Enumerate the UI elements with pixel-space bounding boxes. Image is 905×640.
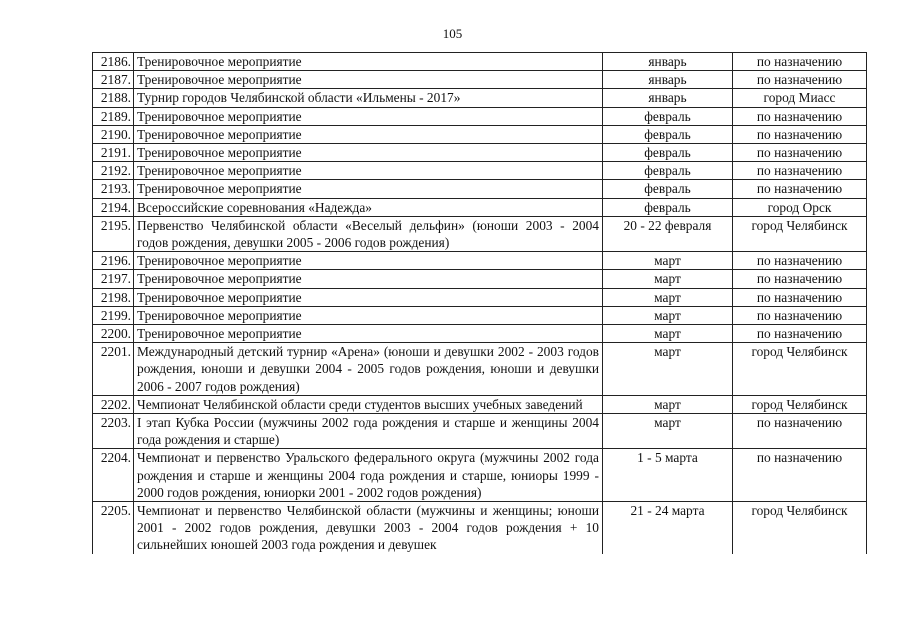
event-name: I этап Кубка России (мужчины 2002 года рождения и старше и женщины 2004 года рождения и старше): [134, 414, 603, 449]
row-number: 2191.: [93, 144, 134, 162]
row-number: 2194.: [93, 198, 134, 216]
row-number: 2205.: [93, 502, 134, 554]
event-place: по назначению: [733, 180, 867, 198]
row-number: 2189.: [93, 107, 134, 125]
event-name: Турнир городов Челябинской области «Ильмены - 2017»: [134, 89, 603, 107]
event-date: февраль: [603, 180, 733, 198]
table-row: [93, 325, 867, 343]
page-number: 105: [442, 26, 463, 41]
row-number: 2187.: [93, 71, 134, 89]
table-row: [93, 162, 867, 180]
event-name: Чемпионат и первенство Уральского федерального округа (мужчины 2002 года рождения и старше и женщины 2004 года рождения и старше, юниоры 1999 - 2000 годов рождения, юниорки 2001 - 2002 годов рождения): [134, 449, 603, 502]
event-place: по назначению: [733, 53, 867, 71]
event-date: март: [603, 325, 733, 343]
event-name: Чемпионат Челябинской области среди студентов высших учебных заведений: [134, 395, 603, 413]
event-name: Тренировочное мероприятие: [134, 107, 603, 125]
event-date: январь: [603, 53, 733, 71]
table-row: [93, 53, 867, 71]
event-name: Тренировочное мероприятие: [134, 306, 603, 324]
row-number: 2190.: [93, 125, 134, 143]
row-number: 2196.: [93, 252, 134, 270]
event-place: город Челябинск: [733, 216, 867, 251]
event-name: Чемпионат и первенство Челябинской области (мужчины и женщины; юноши 2001 - 2002 годов рождения, девушки 2003 - 2004 годов рождения + 10 сильнейших юношей 2003 года рождения и девушек: [134, 502, 603, 554]
event-date: 1 - 5 марта: [603, 449, 733, 502]
event-name: Всероссийские соревнования «Надежда»: [134, 198, 603, 216]
event-place: город Орск: [733, 198, 867, 216]
events-table-body: [93, 53, 867, 554]
row-number: 2193.: [93, 180, 134, 198]
event-date: март: [603, 414, 733, 449]
row-number: 2188.: [93, 89, 134, 107]
row-number: 2198.: [93, 288, 134, 306]
row-number: 2192.: [93, 162, 134, 180]
table-row: [93, 449, 867, 502]
event-place: по назначению: [733, 270, 867, 288]
event-date: февраль: [603, 162, 733, 180]
event-place: по назначению: [733, 107, 867, 125]
row-number: 2204.: [93, 449, 134, 502]
table-row: [93, 144, 867, 162]
table-row: [93, 180, 867, 198]
row-number: 2195.: [93, 216, 134, 251]
event-place: по назначению: [733, 252, 867, 270]
event-place: город Челябинск: [733, 343, 867, 396]
event-name: Тренировочное мероприятие: [134, 144, 603, 162]
event-name: Тренировочное мероприятие: [134, 71, 603, 89]
event-name: Тренировочное мероприятие: [134, 270, 603, 288]
event-date: 21 - 24 марта: [603, 502, 733, 554]
event-place: по назначению: [733, 325, 867, 343]
event-place: город Миасс: [733, 89, 867, 107]
event-date: февраль: [603, 144, 733, 162]
table-row: [93, 71, 867, 89]
table-row: [93, 216, 867, 251]
event-date: март: [603, 306, 733, 324]
table-row: [93, 89, 867, 107]
event-place: по назначению: [733, 125, 867, 143]
row-number: 2186.: [93, 53, 134, 71]
table-row: [93, 395, 867, 413]
table-row: [93, 107, 867, 125]
table-row: [93, 343, 867, 396]
row-number: 2197.: [93, 270, 134, 288]
row-number: 2201.: [93, 343, 134, 396]
event-place: по назначению: [733, 71, 867, 89]
event-date: февраль: [603, 107, 733, 125]
event-place: по назначению: [733, 288, 867, 306]
event-date: март: [603, 288, 733, 306]
event-name: Тренировочное мероприятие: [134, 180, 603, 198]
table-row: [93, 288, 867, 306]
event-date: март: [603, 395, 733, 413]
event-place: по назначению: [733, 162, 867, 180]
table-row: [93, 306, 867, 324]
events-table: [92, 52, 867, 554]
table-row: [93, 414, 867, 449]
event-date: март: [603, 343, 733, 396]
table-row: [93, 252, 867, 270]
event-place: по назначению: [733, 306, 867, 324]
event-place: по назначению: [733, 144, 867, 162]
table-row: [93, 125, 867, 143]
row-number: 2200.: [93, 325, 134, 343]
event-name: Тренировочное мероприятие: [134, 288, 603, 306]
event-name: Тренировочное мероприятие: [134, 53, 603, 71]
event-name: Первенство Челябинской области «Веселый дельфин» (юноши 2003 - 2004 годов рождения, девушки 2005 - 2006 годов рождения): [134, 216, 603, 251]
event-place: город Челябинск: [733, 395, 867, 413]
row-number: 2202.: [93, 395, 134, 413]
event-name: Тренировочное мероприятие: [134, 162, 603, 180]
event-date: январь: [603, 89, 733, 107]
event-place: по назначению: [733, 449, 867, 502]
event-date: март: [603, 270, 733, 288]
event-date: 20 - 22 февраля: [603, 216, 733, 251]
row-number: 2203.: [93, 414, 134, 449]
event-date: февраль: [603, 198, 733, 216]
event-date: февраль: [603, 125, 733, 143]
event-place: город Челябинск: [733, 502, 867, 554]
row-number: 2199.: [93, 306, 134, 324]
table-row: [93, 270, 867, 288]
event-name: Тренировочное мероприятие: [134, 325, 603, 343]
event-place: по назначению: [733, 414, 867, 449]
table-row: [93, 502, 867, 554]
event-name: Международный детский турнир «Арена» (юноши и девушки 2002 - 2003 годов рождения, юноши и девушки 2004 - 2005 годов рождения, юноши и девушки 2006 - 2007 годов рождения): [134, 343, 603, 396]
table-row: [93, 198, 867, 216]
event-date: март: [603, 252, 733, 270]
event-name: Тренировочное мероприятие: [134, 252, 603, 270]
event-date: январь: [603, 71, 733, 89]
event-name: Тренировочное мероприятие: [134, 125, 603, 143]
